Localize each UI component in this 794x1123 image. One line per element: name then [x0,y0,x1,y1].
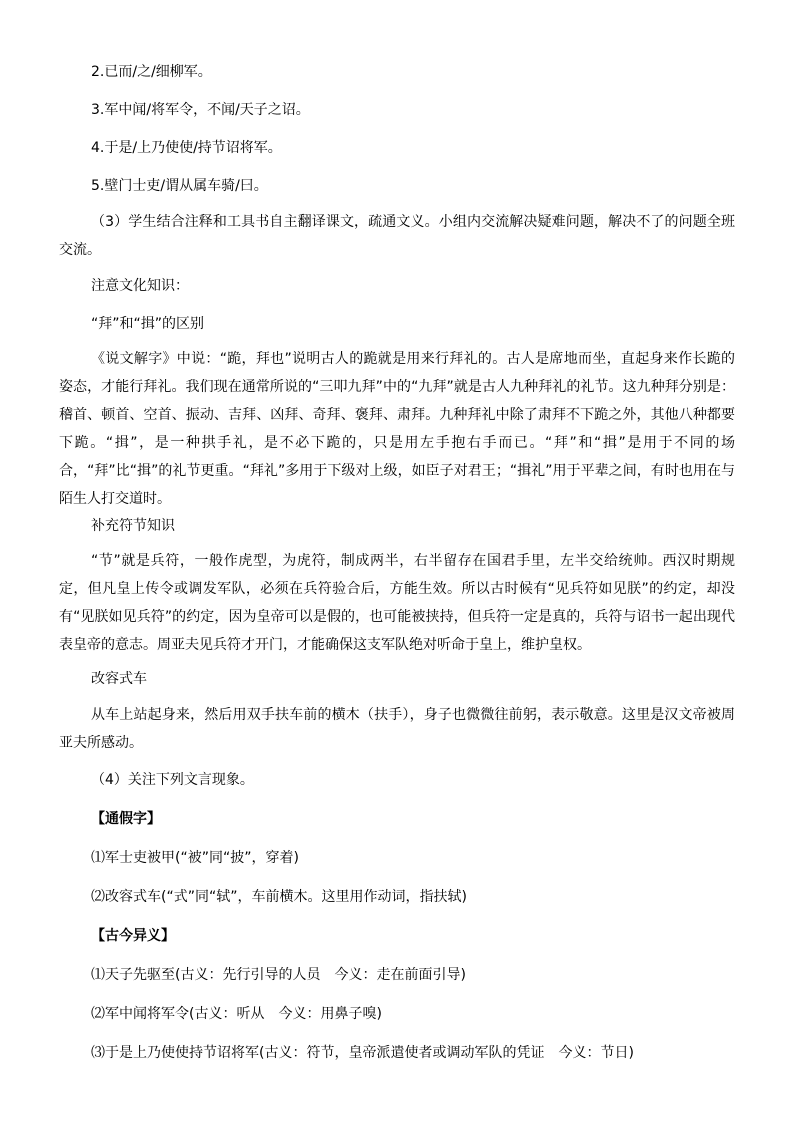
sentence-division-5: 5.壁门士吏/谓从属车骑/曰。 [91,178,268,194]
sentence-division-4: 4.于是/上乃使使/持节诏将军。 [91,140,282,156]
gairong-paragraph: 从车上站起身来，然后用双手扶车前的横木（扶手），身子也微微往前躬，表示敬意。这里是汉文帝被周亚夫所感动。 [59,707,735,751]
step-3-paragraph: （3）学生结合注释和工具书自主翻译课文，疏通文义。小组内交流解决疑难问题，解决不了的问题全班交流。 [59,214,735,258]
step-4-line: （4）关注下列文言现象。 [91,772,254,788]
gairong-heading: 改容式车 [91,671,147,687]
bai-yi-paragraph: 《说文解字》中说：“跪，拜也”说明古人的跪就是用来行拜礼的。古人是席地而坐，直起身来作长跪的姿态，才能行拜礼。我们现在通常所说的“三叩九拜”中的“九拜”就是古人九种拜礼的礼节。这九种拜分别是：稽首、顿首、空首、振动、吉拜、凶拜、奇拜、褒拜、肃拜。九种拜礼中除了肃拜不下跪之外，其他八种都要下跪。“揖”，是一种拱手礼，是不必下跪的，只是用左手抱右手而已。“拜”和“揖”是用于不同的场合，“拜”比“揖”的礼节更重。“拜礼”多用于下级对上级，如臣子对君王；“揖礼”用于平辈之间，有时也用在与陌生人打交道时。 [59,351,735,507]
tongjia-item-1: ⑴军士吏被甲(“被”同“披”，穿着) [91,850,299,866]
gujin-item-2: ⑵军中闻将军令(古义：听从 今义：用鼻子嗅) [91,1006,382,1022]
culture-knowledge-heading: 注意文化知识： [91,278,189,294]
bai-yi-heading: “拜”和“揖”的区别 [91,316,205,332]
sentence-division-3: 3.军中闻/将军令，不闻/天子之诏。 [91,102,310,118]
gujin-item-1: ⑴天子先驱至(古义：先行引导的人员 今义：走在前面引导) [91,967,466,983]
sentence-division-2: 2.已而/之/细柳军。 [91,64,212,80]
tongjia-heading: 【通假字】 [91,811,161,827]
fujie-heading: 补充符节知识 [91,518,175,534]
fujie-paragraph: “节”就是兵符，一般作虎型，为虎符，制成两半，右半留存在国君手里，左半交给统帅。西汉时期规定，但凡皇上传令或调发军队，必须在兵符验合后，方能生效。所以古时候有“见兵符如见朕”的约定，却没有“见朕如见兵符”的约定，因为皇帝可以是假的，也可能被挟持，但兵符一定是真的，兵符与诏书一起出现代表皇帝的意志。周亚夫见兵符才开门，才能确保这支军队绝对听命于皇上，维护皇权。 [59,553,735,653]
gujin-item-3: ⑶于是上乃使使持节诏将军(古义：符节，皇帝派遣使者或调动军队的凭证 今义：节日) [91,1045,634,1061]
tongjia-item-2: ⑵改容式车(“式”同“轼”，车前横木。这里用作动词，指扶轼) [91,889,467,905]
gujin-heading: 【古今异义】 [91,928,175,944]
